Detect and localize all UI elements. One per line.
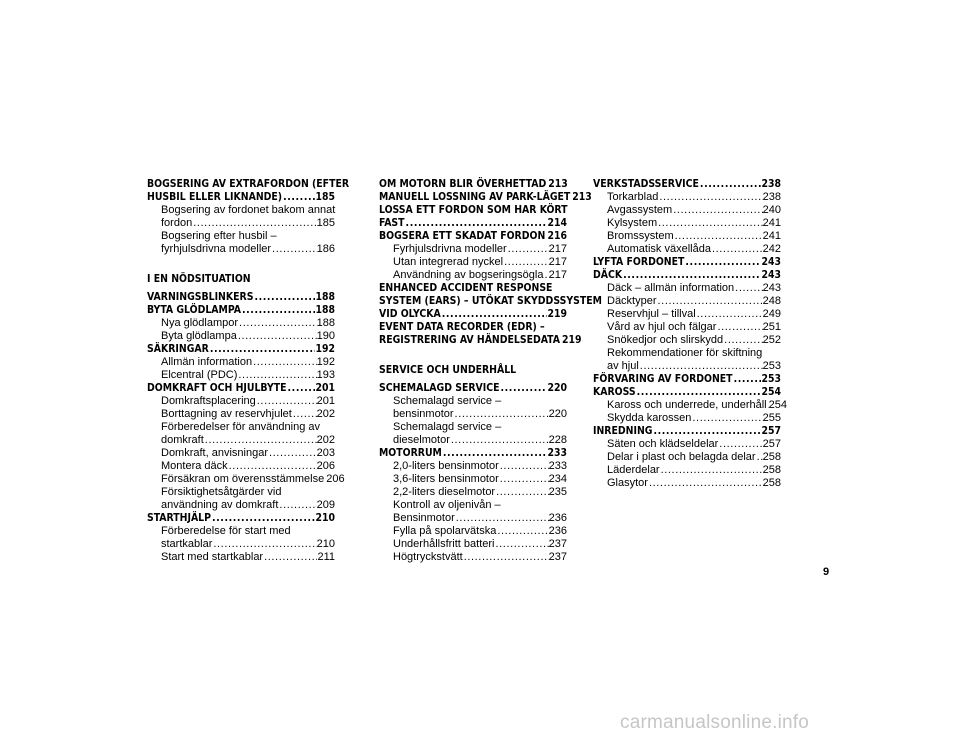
- toc-entry-title: Skydda karossen: [607, 412, 692, 424]
- toc-subentry[interactable]: [379, 512, 567, 525]
- toc-page-number: 258: [762, 464, 781, 476]
- toc-subentry-line: Rekommendationer för skiftning: [607, 347, 763, 359]
- toc-page-number: 253: [762, 360, 781, 372]
- toc-page-number: 237: [548, 550, 567, 563]
- toc-entry-title: domkraft: [161, 433, 204, 446]
- dot-leader: [648, 477, 763, 490]
- toc-chapter-entry[interactable]: [379, 308, 567, 321]
- dot-leader: [253, 291, 315, 304]
- dot-leader: [657, 295, 763, 308]
- toc-subentry[interactable]: [379, 434, 567, 447]
- toc-entry-title: Allmän information: [161, 355, 253, 368]
- toc-subentry-line: Bogsering av fordonet bakom annat: [161, 204, 336, 216]
- dot-leader: [442, 447, 548, 460]
- dot-leader: [639, 360, 763, 373]
- toc-entry-title: Underhållsfritt batteri: [393, 537, 495, 550]
- toc-entry-title: dieselmotor: [393, 433, 450, 446]
- toc-subentry[interactable]: [379, 243, 567, 256]
- dot-leader: [405, 217, 548, 230]
- dot-leader: [716, 321, 762, 334]
- toc-page-number: 217: [548, 256, 567, 268]
- toc-subentry[interactable]: [593, 217, 781, 230]
- toc-entry-title: Utan integrerad nyckel: [393, 256, 504, 268]
- toc-chapter-entry[interactable]: [379, 178, 567, 191]
- toc-page-number: 216: [547, 230, 567, 242]
- dot-leader: [734, 282, 762, 295]
- toc-subentry-line: Bogsering efter husbil –: [161, 230, 277, 242]
- toc-entry-title: Borttagning av reservhjulet: [161, 407, 292, 420]
- dot-leader: [696, 308, 763, 321]
- dot-leader: [691, 412, 762, 425]
- toc-subentry[interactable]: [593, 230, 781, 243]
- toc-entry-title: DÄCK: [593, 269, 623, 281]
- toc-page-number: 190: [316, 329, 335, 342]
- toc-entry-title: VERKSTADSSERVICE: [593, 178, 699, 190]
- toc-entry-title: HUSBIL ELLER LIKNANDE): [147, 191, 283, 203]
- toc-page-number: 211: [317, 550, 335, 563]
- toc-subentry[interactable]: [379, 525, 567, 538]
- dot-leader: [271, 243, 317, 256]
- dot-leader: [499, 460, 549, 473]
- toc-column-3: [593, 178, 787, 490]
- toc-subentry[interactable]: [593, 191, 781, 204]
- toc-subentry[interactable]: [147, 460, 335, 473]
- toc-page-number: 219: [547, 308, 567, 320]
- toc-subentry[interactable]: [593, 282, 781, 295]
- toc-entry-title: VID OLYCKA: [379, 308, 441, 320]
- toc-entry-title: Avgassystem: [607, 204, 673, 216]
- toc-entry-title: bensinmotor: [393, 407, 454, 420]
- toc-entry-title: SCHEMALAGD SERVICE: [379, 381, 500, 394]
- toc-chapter-entry[interactable]: [147, 343, 335, 356]
- toc-page-number: 185: [315, 191, 335, 203]
- toc-entry-title: Däck – allmän information: [607, 282, 735, 294]
- dot-leader: [237, 330, 317, 343]
- toc-chapter-entry[interactable]: [379, 334, 582, 347]
- dot-leader: [711, 243, 763, 256]
- toc-page-number: 258: [762, 451, 781, 463]
- toc-page-number: 233: [548, 459, 567, 472]
- toc-subentry[interactable]: [147, 434, 335, 447]
- toc-subentry-line: Schemalagd service –: [393, 420, 502, 433]
- dot-leader: [282, 191, 315, 204]
- toc-page-number: 192: [315, 342, 335, 355]
- toc-subentry[interactable]: [147, 317, 335, 330]
- toc-entry-title: Nya glödlampor: [161, 316, 239, 329]
- toc-subentry[interactable]: [379, 473, 567, 486]
- dot-leader: [622, 269, 761, 282]
- toc-entry-title: Vård av hjul och fälgar: [607, 321, 717, 333]
- toc-entry-title: LYFTA FORDONET: [593, 256, 685, 268]
- toc-page-number: 210: [316, 537, 335, 550]
- toc-entry-title: MOTORRUM: [379, 446, 442, 459]
- toc-page-number: 238: [761, 178, 781, 190]
- toc-subentry[interactable]: [593, 360, 781, 373]
- dot-leader: [756, 451, 763, 464]
- toc-entry-title: användning av domkraft: [161, 498, 279, 511]
- toc-entry-title: FÖRVARING AV FORDONET: [593, 373, 733, 385]
- toc-entry-title: Montera däck: [161, 459, 228, 472]
- dot-leader: [238, 317, 317, 330]
- toc-subentry[interactable]: [593, 243, 781, 256]
- toc-subentry[interactable]: [379, 538, 567, 551]
- toc-chapter-entry[interactable]: [593, 178, 781, 191]
- toc-subentry-line: Förberedelser för användning av: [161, 420, 320, 433]
- toc-subentry[interactable]: [593, 321, 781, 334]
- dot-leader: [463, 551, 549, 564]
- toc-page-number: 234: [548, 472, 567, 485]
- toc-entry-title: Försäkran om överensstämmelse: [161, 472, 325, 485]
- toc-entry-title: Start med startkablar: [161, 550, 264, 563]
- dot-leader: [211, 512, 315, 525]
- toc-subentry[interactable]: [593, 308, 781, 321]
- toc-entry-title: startkablar: [161, 537, 213, 550]
- toc-subentry[interactable]: [379, 551, 567, 564]
- toc-chapter-entry[interactable]: [593, 386, 781, 399]
- toc-page-number: 233: [547, 446, 567, 459]
- toc-entry-title: 2,2-liters dieselmotor: [393, 485, 496, 498]
- toc-page-number: 201: [316, 394, 335, 407]
- toc-entry-title: SÄKRINGAR: [147, 342, 209, 355]
- toc-page-number: 243: [761, 269, 781, 281]
- toc-page-number: 243: [762, 282, 781, 294]
- toc-page-number: 203: [316, 446, 335, 459]
- toc-page-number: 241: [762, 230, 781, 242]
- toc-page-number: 220: [547, 381, 567, 394]
- toc-subentry[interactable]: [147, 330, 335, 343]
- dot-leader: [699, 178, 762, 191]
- toc-entry-title: Fylla på spolarvätska: [393, 524, 497, 537]
- toc-subentry[interactable]: [593, 204, 781, 217]
- dot-leader: [733, 373, 762, 386]
- toc-page-number: 241: [762, 217, 781, 229]
- toc-page-number: 255: [762, 412, 781, 424]
- toc-page-number: 252: [762, 334, 781, 346]
- toc-page-number: 188: [316, 316, 335, 329]
- toc-entry-title: BYTA GLÖDLAMPA: [147, 303, 241, 316]
- toc-entry-title: Domkraftsplacering: [161, 394, 256, 407]
- dot-leader: [252, 356, 317, 369]
- toc-subentry[interactable]: [147, 243, 335, 256]
- toc-page-number: 206: [316, 459, 335, 472]
- toc-page-number: 213: [548, 178, 568, 190]
- toc-chapter-entry[interactable]: [147, 304, 335, 317]
- dot-leader: [212, 538, 316, 551]
- toc-entry-title: Automatisk växellåda: [607, 243, 711, 255]
- toc-entry-title: fyrhjulsdrivna modeller: [161, 243, 272, 255]
- dot-leader: [658, 191, 762, 204]
- dot-leader: [455, 512, 549, 525]
- toc-column-1: [147, 178, 350, 564]
- toc-chapter-entry[interactable]: [379, 382, 567, 395]
- dot-leader: [287, 382, 316, 395]
- toc-entry-title: Säten och klädseldelar: [607, 438, 719, 450]
- toc-chapter-title-line: ENHANCED ACCIDENT RESPONSE: [379, 282, 553, 294]
- dot-leader: [192, 217, 316, 230]
- toc-page-number: 206: [326, 472, 345, 485]
- toc-chapter-entry[interactable]: [593, 373, 781, 386]
- toc-page-number: 214: [547, 217, 567, 229]
- toc-page-number: 254: [761, 386, 781, 398]
- dot-leader: [672, 204, 762, 217]
- toc-entry-title: Bromssystem: [607, 230, 674, 242]
- toc-subentry-line: Försiktighetsåtgärder vid: [161, 485, 282, 498]
- dot-leader: [674, 230, 763, 243]
- toc-page-number: 238: [762, 191, 781, 203]
- toc-entry-title: Användning av bogseringsögla: [393, 269, 544, 281]
- toc-entry-title: FAST: [379, 217, 405, 229]
- toc-entry-title: Domkraft, anvisningar: [161, 446, 268, 459]
- dot-leader: [507, 243, 549, 256]
- toc-entry-title: OM MOTORN BLIR ÖVERHETTAD: [379, 178, 547, 190]
- toc-entry-title: BOGSERA ETT SKADAT FORDON: [379, 230, 546, 242]
- dot-leader: [496, 525, 548, 538]
- toc-entry-title: Fyrhjulsdrivna modeller: [393, 243, 507, 255]
- toc-entry-title: Kaross och underrede, underhåll: [607, 399, 767, 411]
- dot-leader: [503, 256, 549, 269]
- toc-subentry[interactable]: [593, 295, 781, 308]
- toc-page-number: 193: [316, 368, 335, 381]
- toc-chapter-title-line: LOSSA ETT FORDON SOM HAR KÖRT: [379, 204, 568, 216]
- dot-leader: [237, 369, 316, 382]
- toc-chapter-entry[interactable]: [593, 256, 781, 269]
- toc-chapter-entry[interactable]: [147, 512, 335, 525]
- dot-leader: [450, 434, 549, 447]
- toc-chapter-entry[interactable]: [147, 382, 335, 395]
- toc-page-number: 242: [762, 243, 781, 255]
- toc-subentry[interactable]: [379, 460, 567, 473]
- toc-page-number: 220: [548, 407, 567, 420]
- toc-entry-title: fordon: [161, 217, 193, 229]
- toc-subentry[interactable]: [379, 269, 567, 282]
- dot-leader: [723, 334, 762, 347]
- toc-subentry[interactable]: [379, 408, 567, 421]
- watermark: carmanualsonline.info: [620, 712, 810, 733]
- toc-subentry[interactable]: [593, 451, 781, 464]
- toc-page-number: 202: [316, 407, 335, 420]
- toc-subentry[interactable]: [147, 499, 335, 512]
- toc-page-number: 240: [762, 204, 781, 216]
- toc-entry-title: DOMKRAFT OCH HJULBYTE: [147, 381, 287, 394]
- dot-leader: [441, 308, 548, 321]
- toc-entry-title: MANUELL LOSSNING AV PARK-LÄGET: [379, 191, 571, 203]
- toc-page-number: 253: [761, 373, 781, 385]
- toc-page-number: 188: [315, 303, 335, 316]
- toc-page-number: 254: [768, 399, 787, 411]
- dot-leader: [657, 217, 763, 230]
- toc-subentry[interactable]: [147, 369, 335, 382]
- dot-leader: [636, 386, 762, 399]
- toc-entry-title: Byta glödlampa: [161, 329, 237, 342]
- toc-page-number: 186: [316, 243, 335, 255]
- toc-page-number: 236: [548, 511, 567, 524]
- toc-page-number: 251: [762, 321, 781, 333]
- toc-subentry[interactable]: [593, 477, 781, 490]
- toc-chapter-title-line: EVENT DATA RECORDER (EDR) –: [379, 321, 545, 333]
- page-number: 9: [823, 566, 830, 578]
- toc-chapter-entry[interactable]: [147, 191, 335, 204]
- dot-leader: [718, 438, 762, 451]
- toc-page-number: 202: [316, 433, 335, 446]
- toc-entry-title: Bensinmotor: [393, 511, 455, 524]
- dot-leader: [652, 425, 761, 438]
- toc-entry-title: REGISTRERING AV HÄNDELSEDATA: [379, 334, 560, 346]
- toc-subentry[interactable]: [147, 447, 335, 460]
- dot-leader: [684, 256, 761, 269]
- toc-page-number: 243: [761, 256, 781, 268]
- toc-entry-title: KAROSS: [593, 386, 636, 398]
- toc-subentry[interactable]: [147, 356, 335, 369]
- toc-page-number: 192: [316, 355, 335, 368]
- section-heading: I EN NÖDSITUATION: [147, 273, 251, 285]
- toc-page-number: 209: [316, 498, 335, 511]
- dot-leader: [278, 499, 316, 512]
- toc-entry-title: INREDNING: [593, 425, 653, 437]
- toc-subentry[interactable]: [593, 334, 781, 347]
- toc-entry-title: Däcktyper: [607, 295, 657, 307]
- toc-entry-title: Reservhjul – tillval: [607, 308, 696, 320]
- toc-entry-title: Snökedjor och slirskydd: [607, 334, 724, 346]
- toc-page-number: 248: [762, 295, 781, 307]
- toc-subentry[interactable]: [593, 438, 781, 451]
- toc-chapter-entry[interactable]: [379, 230, 567, 243]
- toc-subentry[interactable]: [147, 408, 335, 421]
- dot-leader: [454, 408, 549, 421]
- dot-leader: [660, 464, 763, 477]
- toc-entry-title: Delar i plast och belagda delar: [607, 451, 756, 463]
- toc-chapter-title-line: BOGSERING AV EXTRAFORDON (EFTER: [147, 178, 350, 190]
- dot-leader: [500, 382, 548, 395]
- toc-entry-title: STARTHJÄLP: [147, 511, 211, 524]
- dot-leader: [292, 408, 317, 421]
- toc-entry-title: Glasytor: [607, 477, 648, 489]
- toc-entry-title: Torkarblad: [607, 191, 659, 203]
- toc-subentry-line: Kontroll av oljenivån –: [393, 498, 501, 511]
- toc-entry-title: Läderdelar: [607, 464, 660, 476]
- dot-leader: [228, 460, 317, 473]
- dot-leader: [495, 486, 549, 499]
- toc-page-number: 188: [315, 290, 335, 303]
- toc-chapter-entry[interactable]: [593, 269, 781, 282]
- dot-leader: [241, 304, 316, 317]
- toc-subentry-line: Schemalagd service –: [393, 394, 502, 407]
- dot-leader: [499, 473, 549, 486]
- toc-page-number: 213: [572, 191, 592, 203]
- toc-chapter-title-line: SYSTEM (EARS) – UTÖKAT SKYDDSSYSTEM: [379, 295, 602, 307]
- toc-subentry[interactable]: [593, 412, 781, 425]
- toc-column-2: [379, 178, 602, 564]
- toc-page-number: 258: [762, 477, 781, 489]
- toc-page-number: 257: [761, 425, 781, 437]
- toc-entry-title: 3,6-liters bensinmotor: [393, 472, 499, 485]
- toc-page-number: 201: [315, 381, 335, 394]
- toc-subentry[interactable]: [147, 551, 335, 564]
- toc-subentry[interactable]: [379, 256, 567, 269]
- toc-entry-title: av hjul: [607, 360, 639, 372]
- toc-page-number: 217: [548, 269, 567, 281]
- toc-page-number: 217: [548, 243, 567, 255]
- toc-chapter-entry[interactable]: [593, 425, 781, 438]
- toc-chapter-entry[interactable]: [379, 217, 567, 230]
- toc-entry-title: Högtryckstvätt: [393, 550, 463, 563]
- toc-subentry[interactable]: [147, 538, 335, 551]
- toc-subentry[interactable]: [147, 395, 335, 408]
- section-heading: SERVICE OCH UNDERHÅLL: [379, 364, 517, 376]
- toc-entry-title: 2,0-liters bensinmotor: [393, 459, 499, 472]
- toc-chapter-entry[interactable]: [147, 291, 335, 304]
- toc-page-number: 257: [762, 438, 781, 450]
- toc-subentry[interactable]: [379, 486, 567, 499]
- dot-leader: [263, 551, 317, 564]
- toc-page-number: 185: [316, 217, 335, 229]
- toc-page-number: 219: [561, 334, 582, 346]
- toc-page-number: 237: [548, 537, 567, 550]
- toc-subentry[interactable]: [593, 464, 781, 477]
- toc-entry-title: VARNINGSBLINKERS: [147, 290, 254, 303]
- toc-subentry-line: Förberedelse för start med: [161, 524, 291, 537]
- toc-page-number: 236: [548, 524, 567, 537]
- toc-chapter-entry[interactable]: [379, 447, 567, 460]
- dot-leader: [268, 447, 317, 460]
- toc-subentry[interactable]: [147, 472, 345, 486]
- toc-subentry[interactable]: [147, 217, 335, 230]
- toc-entry-title: Kylsystem: [607, 217, 658, 229]
- toc-page-number: 249: [762, 308, 781, 320]
- toc-subentry[interactable]: [593, 399, 787, 412]
- toc-entry-title: Elcentral (PDC): [161, 368, 238, 381]
- toc-page-number: 210: [315, 511, 335, 524]
- toc-page-number: 228: [548, 433, 567, 446]
- dot-leader: [209, 343, 316, 356]
- dot-leader: [204, 434, 317, 447]
- dot-leader: [495, 538, 549, 551]
- toc-page-number: 235: [548, 485, 567, 498]
- dot-leader: [256, 395, 317, 408]
- toc-chapter-entry[interactable]: [379, 191, 592, 204]
